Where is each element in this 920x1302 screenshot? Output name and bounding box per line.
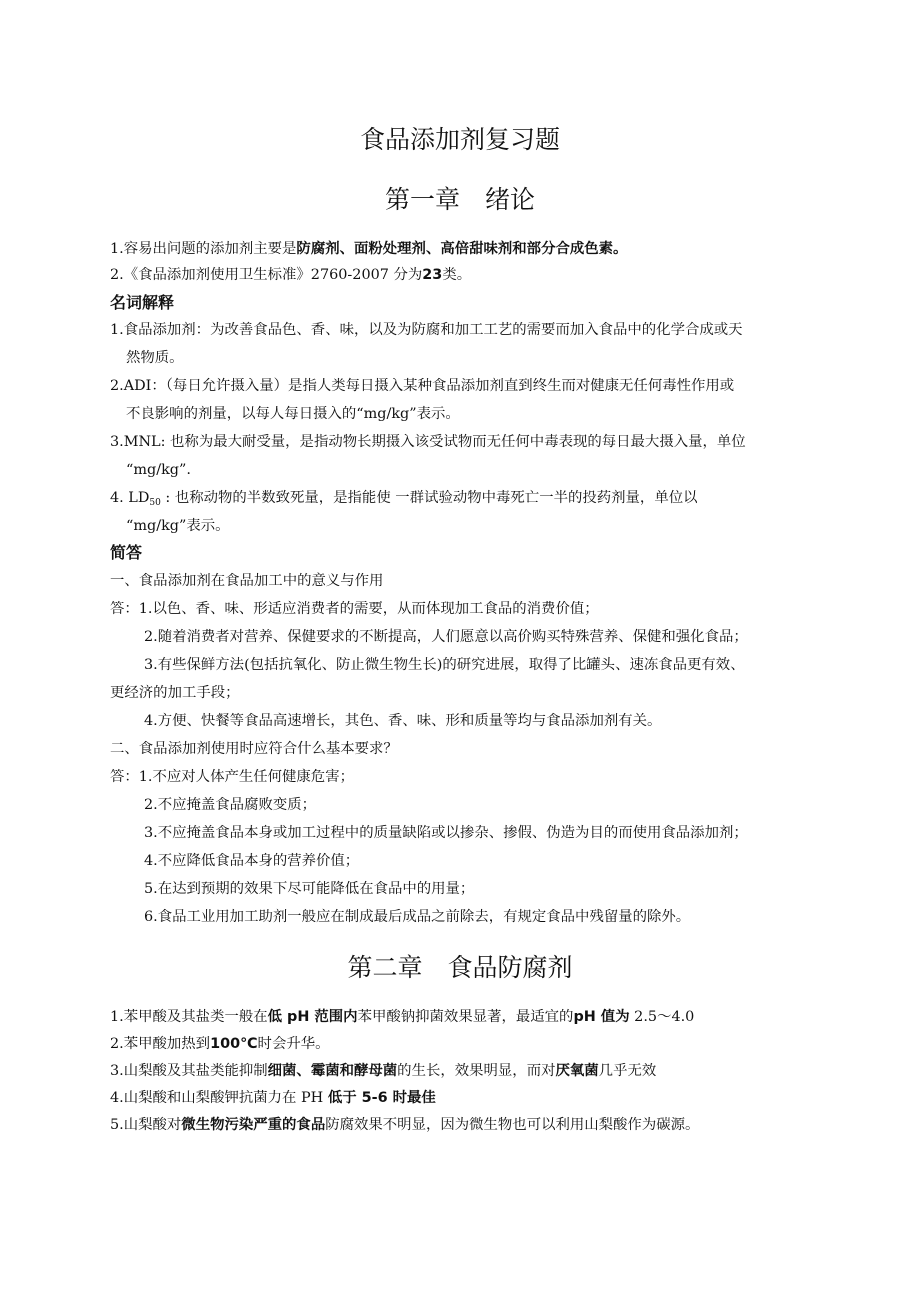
term-1-line-2: 然物质。 <box>126 350 184 366</box>
answer-1-line-5: 4.方便、快餐等食品高速增长，其色、香、味、形和质量等均与食品添加剂有关。 <box>144 713 662 729</box>
term-2-line-2: 不良影响的剂量，以每人每日摄入的“mg/kg”表示。 <box>126 406 460 422</box>
question-1: 一、食品添加剂在食品加工中的意义与作用 <box>110 573 384 589</box>
term-2-line-1: 2.ADI：（每日允许摄入量）是指人类每日摄入某种食品添加剂直到终生而对健康无任何毒性作用或 <box>110 378 735 394</box>
term-1-line-1: 1.食品添加剂：为改善食品色、香、味，以及为防腐和加工工艺的需要而加入食品中的化学合成或天 <box>110 322 743 338</box>
chapter-2-title: 第二章 食品防腐剂 <box>347 953 573 982</box>
term-3-line-2: “mg/kg”. <box>126 462 191 478</box>
term-4-line-1: 4. $LD_{50}$ : 也称动物的半数致死量，是指能使 一群试验动物中毒死亡一半的投药剂量，单位以 <box>110 490 698 508</box>
answer-2-line-2: 2.不应掩盖食品腐败变质； <box>144 797 317 813</box>
doc-title: 食品添加剂复习题 <box>359 125 560 154</box>
answer-1-line-3: 3.有些保鲜方法(包括抗氧化、防止微生物生长)的研究进展，取得了比罐头、速冻食品更有效、 <box>144 657 745 673</box>
qa-heading: 简答 <box>110 543 143 562</box>
answer-2-line-3: 3.不应掩盖食品本身或加工过程中的质量缺陷或以掺杂、掺假、伪造为目的而使用食品添加剂； <box>144 825 748 841</box>
chapter-1-title: 第一章 绪论 <box>384 185 535 214</box>
answer-1-line-4: 更经济的加工手段； <box>110 685 240 701</box>
terms-heading: 名词解释 <box>110 293 175 312</box>
answer-2-line-5: 5.在达到预期的效果下尽可能降低在食品中的用量； <box>144 881 475 897</box>
ch2-item-1: 1.苯甲酸及其盐类一般在低 pH 范围内苯甲酸钠抑菌效果显著，最适宜的pH 值为 2.5～4.0 <box>110 1009 695 1025</box>
term-4-line-2: “mg/kg”表示。 <box>126 518 230 534</box>
answer-2-line-4: 4.不应降低食品本身的营养价值； <box>144 853 360 869</box>
answer-2-line-1: 答：1.不应对人体产生任何健康危害； <box>110 769 354 785</box>
ch2-item-4: 4.山梨酸和山梨酸钾抗菌力在 PH 低于 5-6 时最佳 <box>110 1090 436 1106</box>
ch2-item-2: 2.苯甲酸加热到100℃时会升华。 <box>110 1036 330 1052</box>
answer-1-line-1: 答：1.以色、香、味、形适应消费者的需要，从而体现加工食品的消费价值； <box>110 601 599 617</box>
answer-1-line-2: 2.随着消费者对营养、保健要求的不断提高，人们愿意以高价购买特殊营养、保健和强化食品； <box>144 629 748 645</box>
ch1-item-1: 1.容易出问题的添加剂主要是防腐剂、面粉处理剂、高倍甜味剂和部分合成色素。 <box>110 241 628 257</box>
answer-2-line-6: 6.食品工业用加工助剂一般应在制成最后成品之前除去，有规定食品中残留量的除外。 <box>144 909 691 925</box>
ch1-item-2: 2.《食品添加剂使用卫生标准》2760-2007 分为23类。 <box>110 267 472 283</box>
ch2-item-3: 3.山梨酸及其盐类能抑制细菌、霉菌和酵母菌的生长，效果明显，而对厌氧菌几乎无效 <box>110 1063 657 1079</box>
ch2-item-5: 5.山梨酸对微生物污染严重的食品防腐效果不明显，因为微生物也可以利用山梨酸作为碳源。 <box>110 1117 700 1133</box>
term-3-line-1: 3.MNL: 也称为最大耐受量，是指动物长期摄入该受试物而无任何中毒表现的每日最大摄入量，单位 <box>110 434 746 450</box>
question-2: 二、食品添加剂使用时应符合什么基本要求？ <box>110 741 398 757</box>
